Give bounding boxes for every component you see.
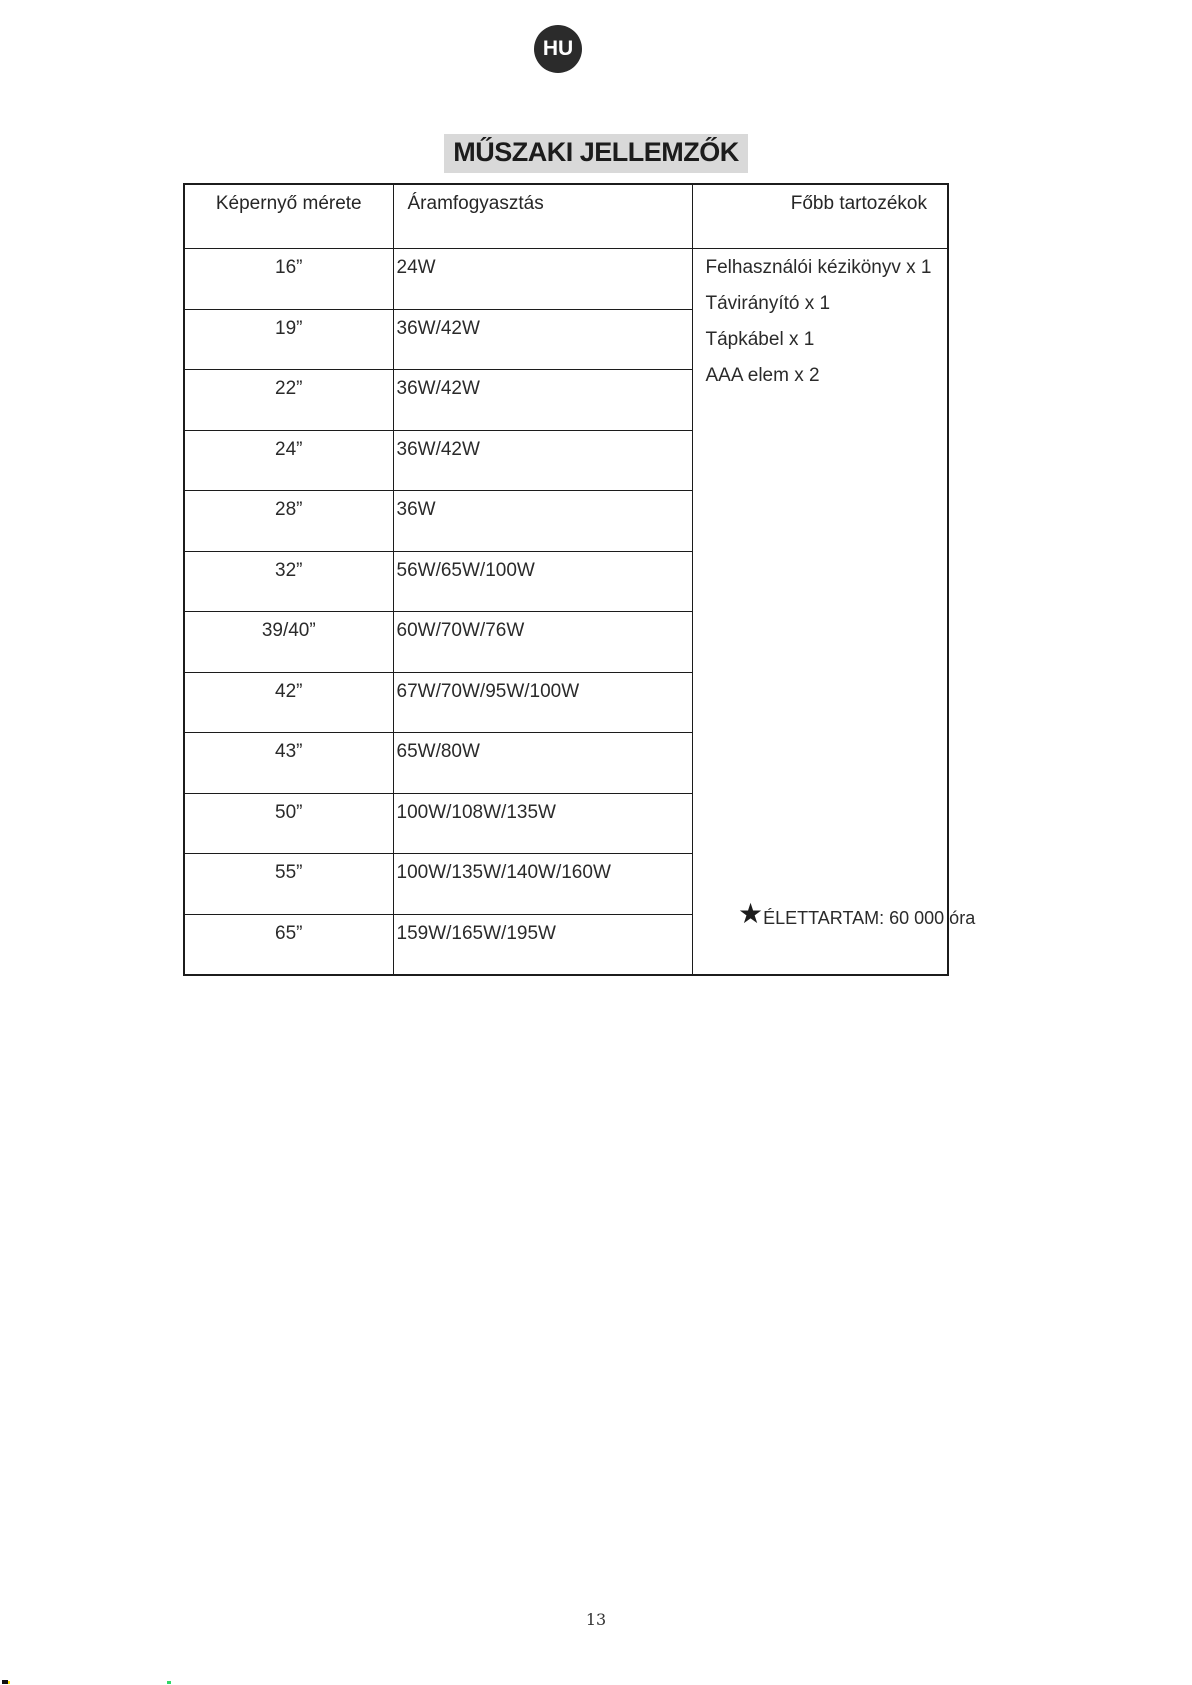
size-cell: 65” bbox=[184, 914, 393, 975]
lifetime-footnote bbox=[738, 900, 975, 928]
page-title: MŰSZAKI JELLEMZŐK bbox=[444, 134, 748, 173]
scan-artifact bbox=[8, 1681, 10, 1684]
size-cell: 50” bbox=[184, 793, 393, 854]
power-cell: 36W/42W bbox=[393, 430, 692, 491]
size-cell: 16” bbox=[184, 249, 393, 310]
language-badge-hu-icon bbox=[534, 25, 582, 73]
header-power-consumption: Áramfogyasztás bbox=[393, 184, 692, 249]
spec-table-header bbox=[184, 184, 948, 249]
power-cell: 67W/70W/95W/100W bbox=[393, 672, 692, 733]
table-row bbox=[184, 249, 948, 310]
accessory-item: Tápkábel x 1 bbox=[705, 329, 815, 350]
size-cell: 32” bbox=[184, 551, 393, 612]
spec-table-body bbox=[184, 249, 948, 976]
power-cell: 100W/135W/140W/160W bbox=[393, 854, 692, 915]
size-cell: 42” bbox=[184, 672, 393, 733]
header-main-accessories: Főbb tartozékok bbox=[692, 184, 948, 249]
size-cell: 43” bbox=[184, 733, 393, 794]
scan-artifact bbox=[167, 1681, 171, 1684]
power-cell: 100W/108W/135W bbox=[393, 793, 692, 854]
size-cell: 22” bbox=[184, 370, 393, 431]
spec-table bbox=[183, 183, 949, 976]
size-cell: 55” bbox=[184, 854, 393, 915]
lifetime-text: ÉLETTARTAM: 60 000 óra bbox=[763, 908, 976, 928]
size-cell: 24” bbox=[184, 430, 393, 491]
star-icon: ★ bbox=[738, 898, 764, 929]
accessory-item: AAA elem x 2 bbox=[705, 365, 820, 386]
accessories-cell bbox=[692, 249, 948, 976]
header-screen-size: Képernyő mérete bbox=[184, 184, 393, 249]
power-cell: 36W bbox=[393, 491, 692, 552]
size-cell: 39/40” bbox=[184, 612, 393, 673]
accessory-item: Távirányító x 1 bbox=[705, 293, 831, 314]
power-cell: 159W/165W/195W bbox=[393, 914, 692, 975]
power-cell: 65W/80W bbox=[393, 733, 692, 794]
power-cell: 36W/42W bbox=[393, 370, 692, 431]
power-cell: 24W bbox=[393, 249, 692, 310]
power-cell: 56W/65W/100W bbox=[393, 551, 692, 612]
language-badge-label: HU bbox=[542, 37, 574, 60]
accessory-item: Felhasználói kézikönyv x 1 bbox=[705, 257, 932, 278]
title-row bbox=[0, 134, 1192, 173]
power-cell: 60W/70W/76W bbox=[393, 612, 692, 673]
page-number: 13 bbox=[585, 1610, 607, 1629]
power-cell: 36W/42W bbox=[393, 309, 692, 370]
size-cell: 28” bbox=[184, 491, 393, 552]
header-row bbox=[184, 184, 948, 249]
size-cell: 19” bbox=[184, 309, 393, 370]
